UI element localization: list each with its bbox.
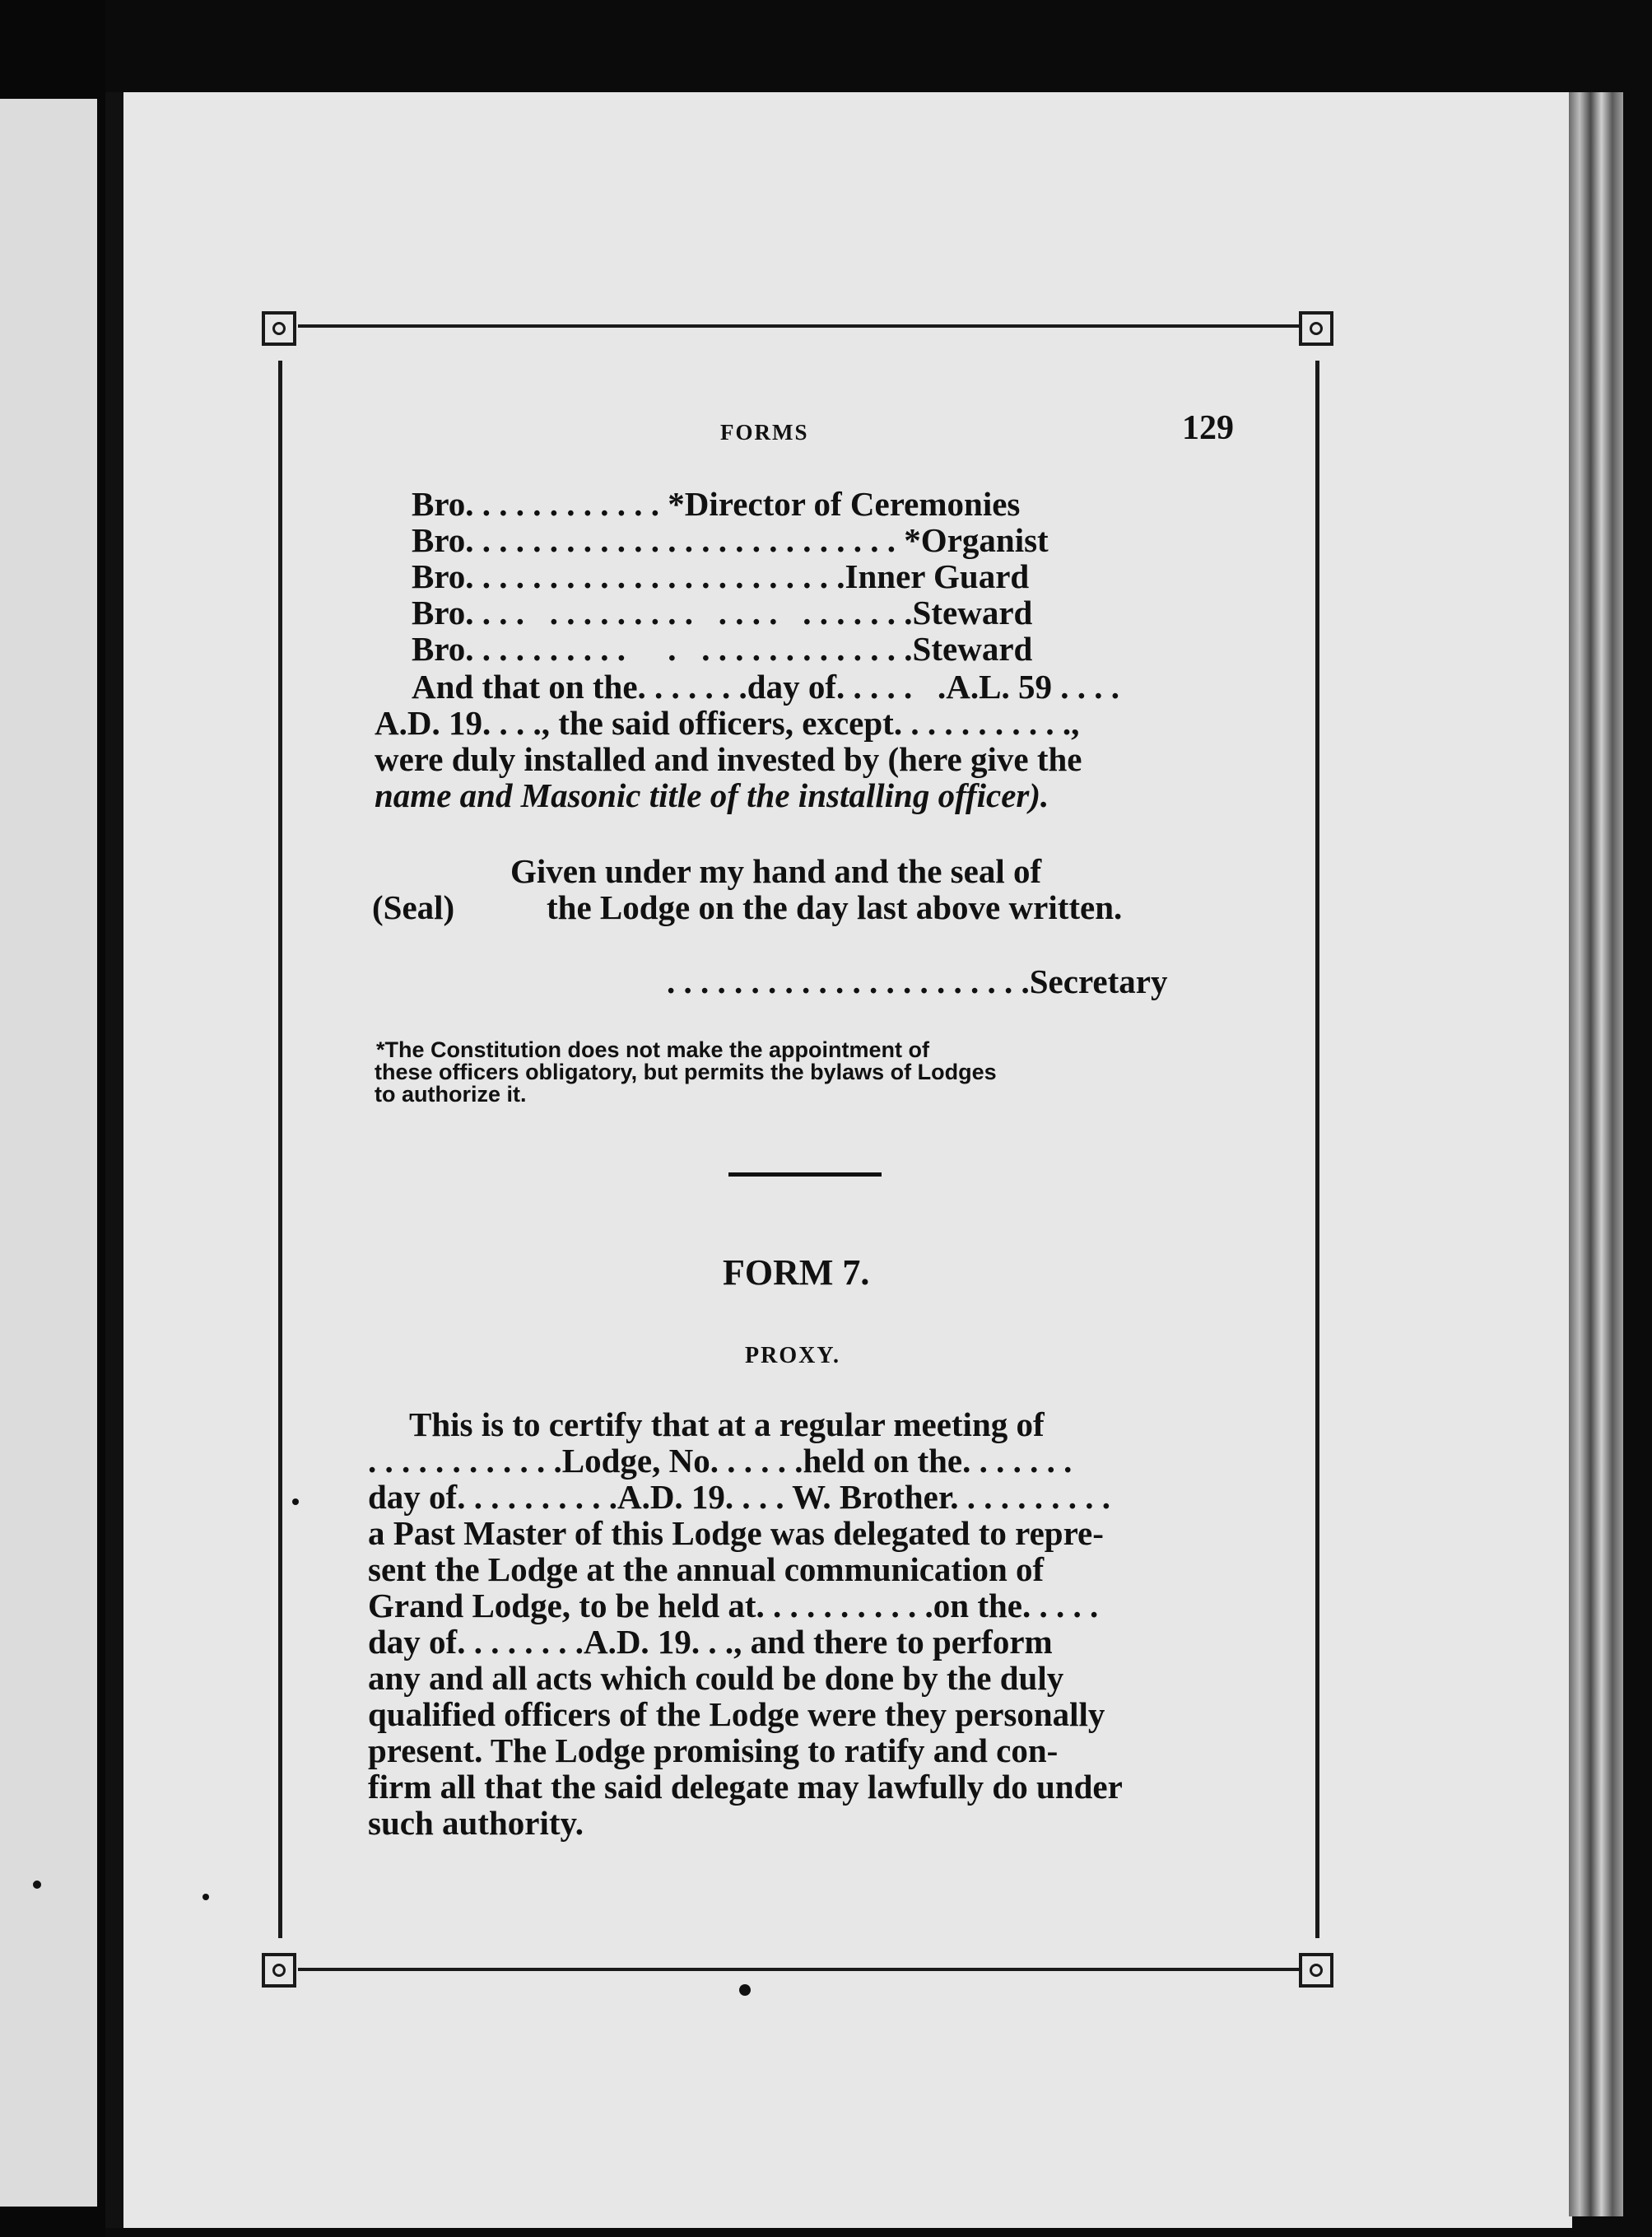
officer-line-steward-1: Bro. . . . . . . . . . . . . . . . . . . . . . . .Steward [412,594,1033,631]
border-right [1315,361,1319,1938]
proxy-line: sent the Lodge at the annual communication of [368,1550,1045,1588]
installation-line: were duly installed and invested by (here give the [375,740,1082,778]
section-divider [728,1172,882,1177]
corner-ornament-bottom-left [262,1953,296,1988]
ink-speck [202,1894,209,1900]
installation-line: name and Masonic title of the installing officer). [375,776,1049,814]
lodge-line: the Lodge on the day last above written. [547,888,1123,926]
proxy-line: qualified officers of the Lodge were they personally [368,1695,1105,1733]
corner-ornament-top-left [262,311,296,346]
footnote-line: to authorize it. [375,1082,527,1107]
seal-label: (Seal) [372,888,455,926]
given-line: Given under my hand and the seal of [510,852,1042,890]
ink-speck [739,1984,751,1996]
footnote-line: these officers obligatory, but permits the bylaws of Lodges [375,1060,997,1084]
binding-gutter [105,92,123,2228]
seal-row [372,889,1245,925]
page-edges [1569,92,1623,2216]
footnote-line: *The Constitution does not make the appointment of [376,1037,929,1062]
installation-line: A.D. 19. . . ., the said officers, except. . . . . . . . . . ., [375,704,1080,742]
form-heading: FORM 7. [723,1252,870,1293]
installation-line: And that on the. . . . . . .day of. . . . . .A.L. 59 . . . . [412,668,1119,706]
officer-list [412,486,1243,667]
proxy-line: firm all that the said delegate may lawfully do under [368,1768,1123,1806]
officer-line-steward-2: Bro. . . . . . . . . . . . . . . . . . . . . . . .Steward [412,630,1033,668]
proxy-line: This is to certify that at a regular meeting of [409,1405,1045,1443]
corner-ornament-top-right [1299,311,1333,346]
proxy-line: day of. . . . . . . . . .A.D. 19. . . . W. Brother. . . . . . . . . . [368,1478,1111,1516]
proxy-line: Grand Lodge, to be held at. . . . . . . . . . .on the. . . . . [368,1587,1099,1624]
footnote [375,1039,1239,1106]
border-top [298,324,1301,328]
border-bottom [298,1968,1301,1971]
facing-page-edge [0,99,97,2207]
corner-ornament-bottom-right [1299,1953,1333,1988]
secretary-line: . . . . . . . . . . . . . . . . . . . . . .Secretary [667,962,1168,1000]
officer-line-organist: Bro. . . . . . . . . . . . . . . . . . . . . . . . . . *Organist [412,521,1049,559]
border-left [278,361,282,1938]
proxy-paragraph [368,1406,1240,1841]
officer-line-inner-guard: Bro. . . . . . . . . . . . . . . . . . . . . . .Inner Guard [412,557,1030,595]
ink-speck [33,1880,41,1889]
page-number: 129 [1182,409,1234,447]
ink-speck [292,1498,299,1505]
proxy-line: such authority. [368,1804,584,1842]
seal-block [372,853,1245,925]
proxy-line: a Past Master of this Lodge was delegated to repre- [368,1514,1104,1552]
proxy-line: present. The Lodge promising to ratify and con- [368,1731,1059,1769]
proxy-line: . . . . . . . . . . . .Lodge, No. . . . . .held on the. . . . . . . [368,1442,1073,1480]
running-head: FORMS [720,420,809,445]
form-subheading: PROXY. [745,1343,840,1368]
book-page [105,92,1572,2228]
proxy-line: day of. . . . . . . .A.D. 19. . ., and there to perform [368,1623,1053,1661]
proxy-line: any and all acts which could be done by the duly [368,1659,1064,1697]
installation-paragraph [375,669,1239,813]
officer-line-director: Bro. . . . . . . . . . . . *Director of Ceremonies [412,485,1021,523]
